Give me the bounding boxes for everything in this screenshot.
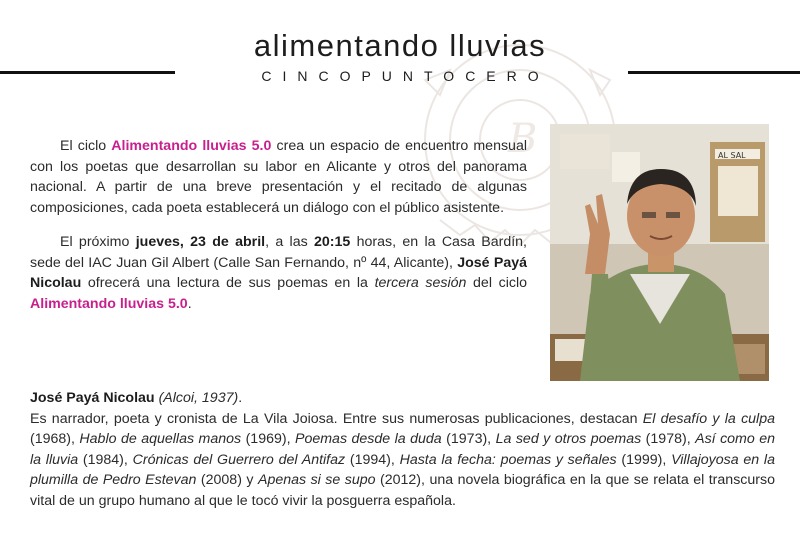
event-time: 20:15	[314, 234, 351, 250]
event-paragraph	[30, 232, 527, 314]
text-span: del ciclo	[466, 275, 528, 291]
work-title: Poemas desde la duda	[295, 431, 442, 447]
page-subtitle: CINCOPUNTOCERO	[261, 68, 550, 84]
poet-photo-illustration	[550, 124, 769, 381]
text-span: El próximo	[60, 234, 136, 250]
text-span: Es narrador, poeta y cronista de La Vila Joiosa. Entre sus numerosas publicaciones, destacan	[30, 410, 643, 427]
text-span: ofrecerá una lectura de sus poemas en la	[81, 275, 375, 291]
photo-sign-text: AL SAL	[718, 151, 746, 160]
bio-text	[30, 409, 775, 512]
event-date: jueves, 23 de abril	[135, 234, 266, 250]
intro-paragraph	[30, 136, 527, 218]
cycle-name-highlight: Alimentando lluvias 5.0	[30, 295, 188, 312]
text-span: (1984),	[78, 451, 133, 468]
text-span: , a las	[265, 234, 314, 250]
bio-name: José Payá Nicolau	[30, 390, 155, 406]
poet-photo	[550, 124, 769, 381]
header	[0, 28, 800, 88]
text-span: (2012), una novela biográfica en la que se relata el transcurso vital de un grupo humano al que le tocó vivir la posguerra española.	[30, 472, 775, 509]
svg-text:B: B	[508, 116, 538, 162]
bio-origin: (Alcoi, 1937)	[158, 390, 239, 406]
text-span: El ciclo	[60, 138, 112, 154]
session-name: tercera sesión	[374, 275, 467, 291]
text-span: (1973),	[441, 431, 496, 447]
text-span: (2008) y	[196, 472, 258, 488]
text-span: .	[187, 295, 192, 312]
text-span: horas, en la Casa Bardín, sede del IAC Juan Gil Albert (Calle San Fernando, nº 44, Alicante),	[30, 234, 527, 271]
bio-section	[30, 388, 775, 511]
work-title: Así como en la lluvia	[30, 431, 776, 468]
text-span: .	[238, 390, 243, 406]
text-span: (1994),	[345, 451, 400, 468]
bio-heading	[30, 388, 775, 409]
work-title: Hablo de aquellas manos	[79, 431, 242, 447]
work-title: Crónicas del Guerrero del Antifaz	[132, 451, 346, 468]
work-title: El desafío y la culpa	[642, 410, 775, 427]
page-title: alimentando lluvias	[253, 28, 547, 63]
text-span: (1978),	[641, 431, 696, 447]
text-span: (1968),	[30, 431, 80, 447]
text-span: crea un espacio de encuentro mensual con los poetas que desarrollan su labor en Alicante y otros del panorama nacional. A partir de una breve presentación y el recitado de algunas composiciones, cada poeta establecerá un diálogo con el público asistente.	[30, 138, 527, 216]
work-title: Apenas si se supo	[257, 472, 376, 488]
work-title: Hasta la fecha: poemas y señales	[399, 451, 617, 468]
intro-section	[30, 136, 527, 314]
work-title: La sed y otros poemas	[495, 431, 642, 447]
work-title: Villajoyosa en la plumilla de Pedro Estevan	[30, 451, 775, 488]
text-span: (1999),	[616, 451, 672, 468]
text-span: (1969),	[241, 431, 295, 447]
cycle-name-highlight: Alimentando lluvias 5.0	[111, 138, 272, 154]
poet-name: José Payá Nicolau	[30, 254, 527, 291]
